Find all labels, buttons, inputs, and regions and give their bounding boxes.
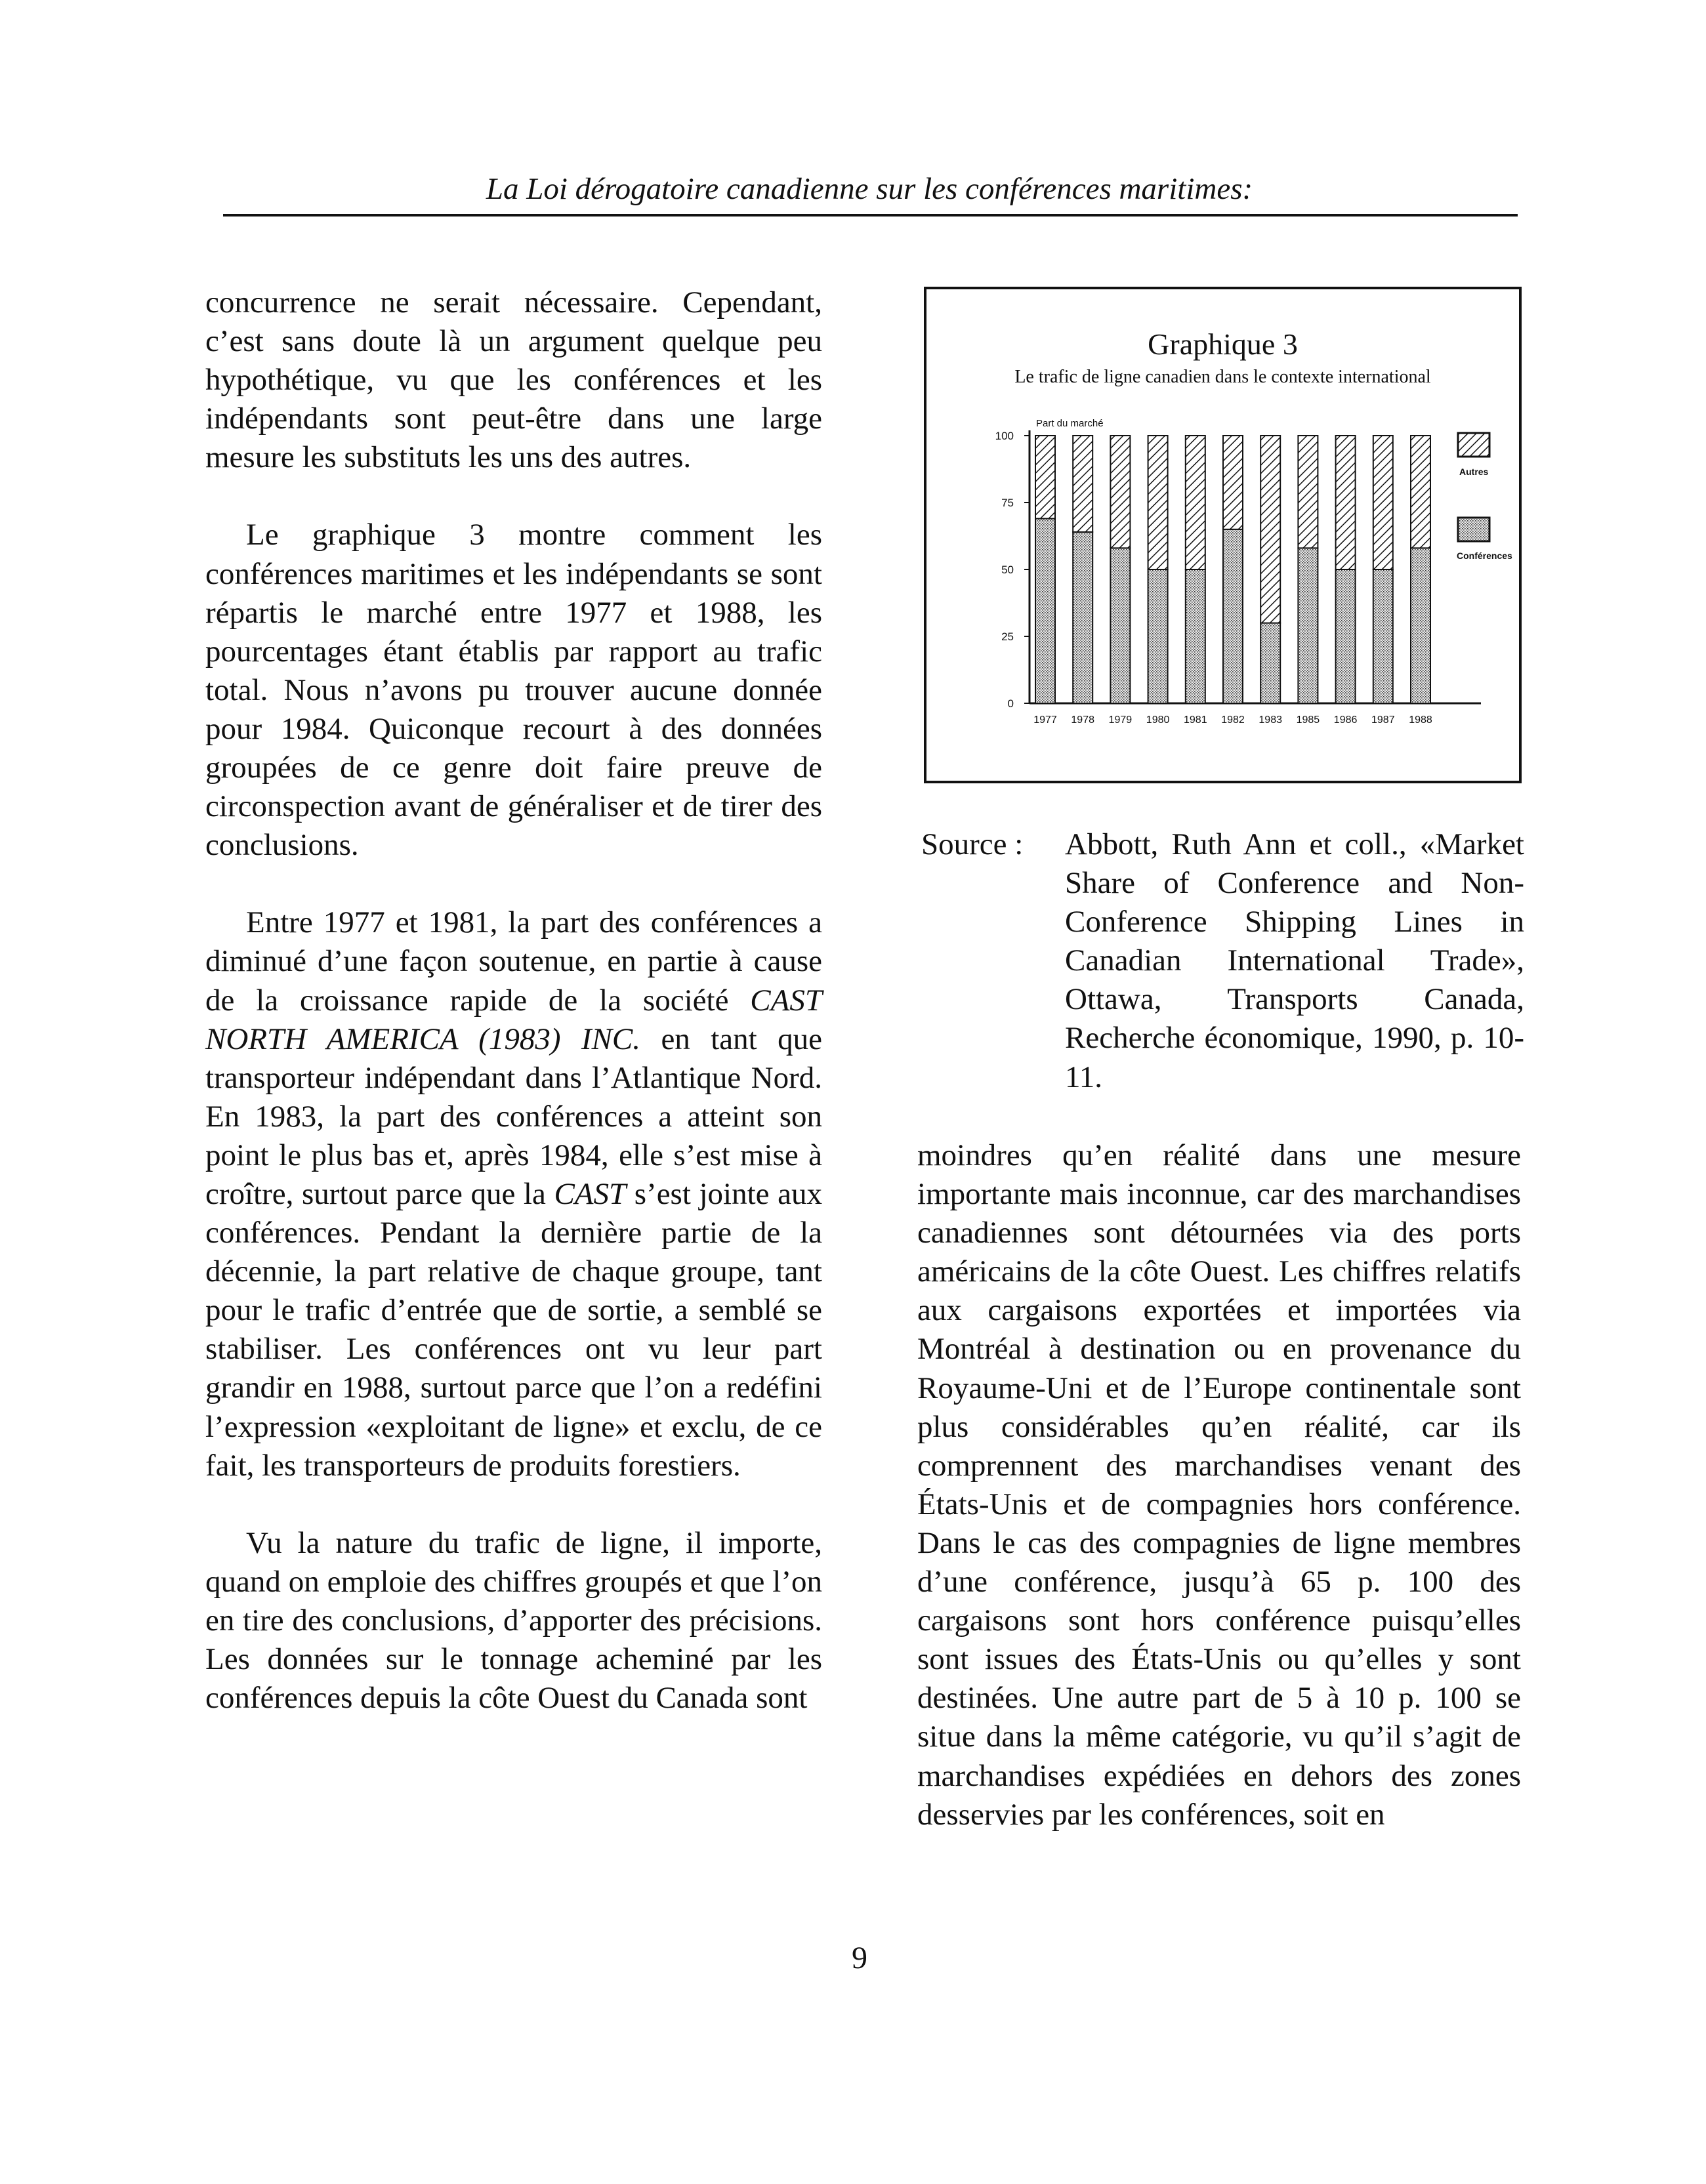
paragraph: Vu la nature du trafic de ligne, il importe, quand on emploie des chiffres groupés et que l’on en tire des conclusions, d’apporter des précisions. Les données sur le tonnage acheminé par les conférences depuis la côte Ouest du Canada sont xyxy=(205,1525,822,1716)
y-tick-label: 75 xyxy=(1001,497,1014,509)
bar-conferences xyxy=(1073,532,1092,703)
left-column xyxy=(205,283,822,1718)
chart-subtitle: Le trafic de ligne canadien dans le contexte international xyxy=(1014,367,1431,387)
paragraph-text: Entre 1977 et 1981, la part des conférences a diminué d’une façon soutenue, en partie à cause de la croissance rapide de la société xyxy=(205,905,822,1018)
bar-autres xyxy=(1336,436,1356,569)
bar-conferences xyxy=(1336,569,1356,703)
bar-autres xyxy=(1186,436,1205,569)
paragraph: concurrence ne serait nécessaire. Cependant, c’est sans doute là un argument quelque peu hypothétique, vu que les conférences et les indépendants sont peut-être dans une large mesure les substituts les uns des autres. xyxy=(205,285,822,475)
bar-conferences xyxy=(1223,529,1243,703)
y-tick-label: 25 xyxy=(1001,630,1014,643)
x-tick-label: 1981 xyxy=(1184,714,1207,726)
bar-conferences xyxy=(1373,569,1393,703)
bar-conferences xyxy=(1148,569,1168,703)
stacked-bar-chart xyxy=(926,289,1519,781)
legend-swatch-autres xyxy=(1458,433,1489,457)
x-tick-label: 1977 xyxy=(1033,714,1057,726)
running-title: La Loi dérogatoire canadienne sur les conférences maritimes: xyxy=(486,172,1253,206)
right-column xyxy=(917,1136,1521,1834)
source-label: Source : xyxy=(921,827,1024,861)
x-tick-label: 1985 xyxy=(1296,714,1320,726)
bar-autres xyxy=(1411,436,1430,548)
x-tick-label: 1982 xyxy=(1221,714,1245,726)
paragraph-text: en tant que transporteur indépendant dans l’Atlantique Nord. En 1983, la part des conférences a atteint son point le plus bas et, après 1984, elle s’est mise à croître, surtout parce que la xyxy=(205,1021,822,1211)
bar-autres xyxy=(1223,436,1243,529)
paragraph: moindres qu’en réalité dans une mesure importante mais inconnue, car des marchandises canadiennes sont détournées via des ports américains de la côte Ouest. Les chiffres relatifs aux cargaisons exportées et importées via Montréal à destination ou en provenance du Royaume-Uni et de l’Europe continentale sont plus considérables qu’en réalité, car ils comprennent des marchandises venant des États-Unis et de compagnies hors conférence. Dans le cas des compagnies de ligne membres d’une conférence, jusqu’à 65 p. 100 des cargaisons sont hors conférence puisqu’elles sont issues des États-Unis ou qu’elles y sont destinées. Une autre part de 5 à 10 p. 100 se situe dans la même catégorie, vu qu’il s’agit de marchandises expédiées en dehors des zones desservies par les conférences, soit en xyxy=(917,1138,1521,1832)
legend-swatch-conferences xyxy=(1458,518,1489,541)
y-tick-label: 50 xyxy=(1001,564,1014,576)
company-name: CAST NORTH AMERICA (1983) INC. xyxy=(205,983,822,1056)
y-tick-label: 100 xyxy=(995,430,1014,442)
legend-label-conferences: Conférences xyxy=(1457,550,1512,561)
bar-autres xyxy=(1073,436,1092,532)
bar-autres xyxy=(1148,436,1168,569)
x-tick-label: 1980 xyxy=(1146,714,1170,726)
x-tick-label: 1987 xyxy=(1371,714,1395,726)
bar-conferences xyxy=(1035,518,1055,703)
x-tick-label: 1988 xyxy=(1409,714,1432,726)
bar-autres xyxy=(1373,436,1393,569)
x-tick-label: 1978 xyxy=(1071,714,1094,726)
company-name-short: CAST xyxy=(554,1176,627,1211)
x-tick-label: 1979 xyxy=(1108,714,1133,726)
x-tick-label: 1983 xyxy=(1259,714,1282,726)
legend-label-autres: Autres xyxy=(1459,466,1489,477)
bar-conferences xyxy=(1411,548,1430,703)
chart-title: Graphique 3 xyxy=(1148,327,1298,361)
bar-conferences xyxy=(1110,548,1130,703)
bar-conferences xyxy=(1186,569,1205,703)
bar-autres xyxy=(1260,436,1280,623)
y-axis-label: Part du marché xyxy=(1036,418,1104,429)
chart-figure xyxy=(924,287,1522,783)
bar-conferences xyxy=(1260,623,1280,703)
paragraph xyxy=(205,903,822,1485)
y-tick-label: 0 xyxy=(1007,697,1014,710)
bar-autres xyxy=(1035,436,1055,518)
paragraph-text: s’est jointe aux conférences. Pendant la dernière partie de la décennie, la part relative de chaque groupe, tant pour le trafic d’entrée que de sortie, a semblé se stabiliser. Les conférences ont vu leur part grandir en 1988, surtout parce que l’on a redéfini l’expression «exploitant de ligne» et exclu, de ce fait, les transporteurs de produits forestiers. xyxy=(205,1176,822,1483)
source-citation: Abbott, Ruth Ann et coll., «Market Share of Conference and Non-Conference Shipping Lines in Canadian International Trade», Ottawa, Transports Canada, Recherche économique, 1990, p. 10-11. xyxy=(1065,827,1524,1094)
bar-conferences xyxy=(1298,548,1318,703)
bar-autres xyxy=(1298,436,1318,548)
bar-autres xyxy=(1110,436,1130,548)
header-rule xyxy=(223,214,1518,216)
page-number: 9 xyxy=(852,1941,867,1975)
paragraph: Le graphique 3 montre comment les conférences maritimes et les indépendants se sont répartis le marché entre 1977 et 1988, les pourcentages étant établis par rapport au trafic total. Nous n’avons pu trouver aucune donnée pour 1984. Quiconque recourt à des données groupées de ce genre doit faire preuve de circonspection avant de généraliser et de tirer des conclusions. xyxy=(205,518,822,863)
x-tick-label: 1986 xyxy=(1333,714,1358,726)
